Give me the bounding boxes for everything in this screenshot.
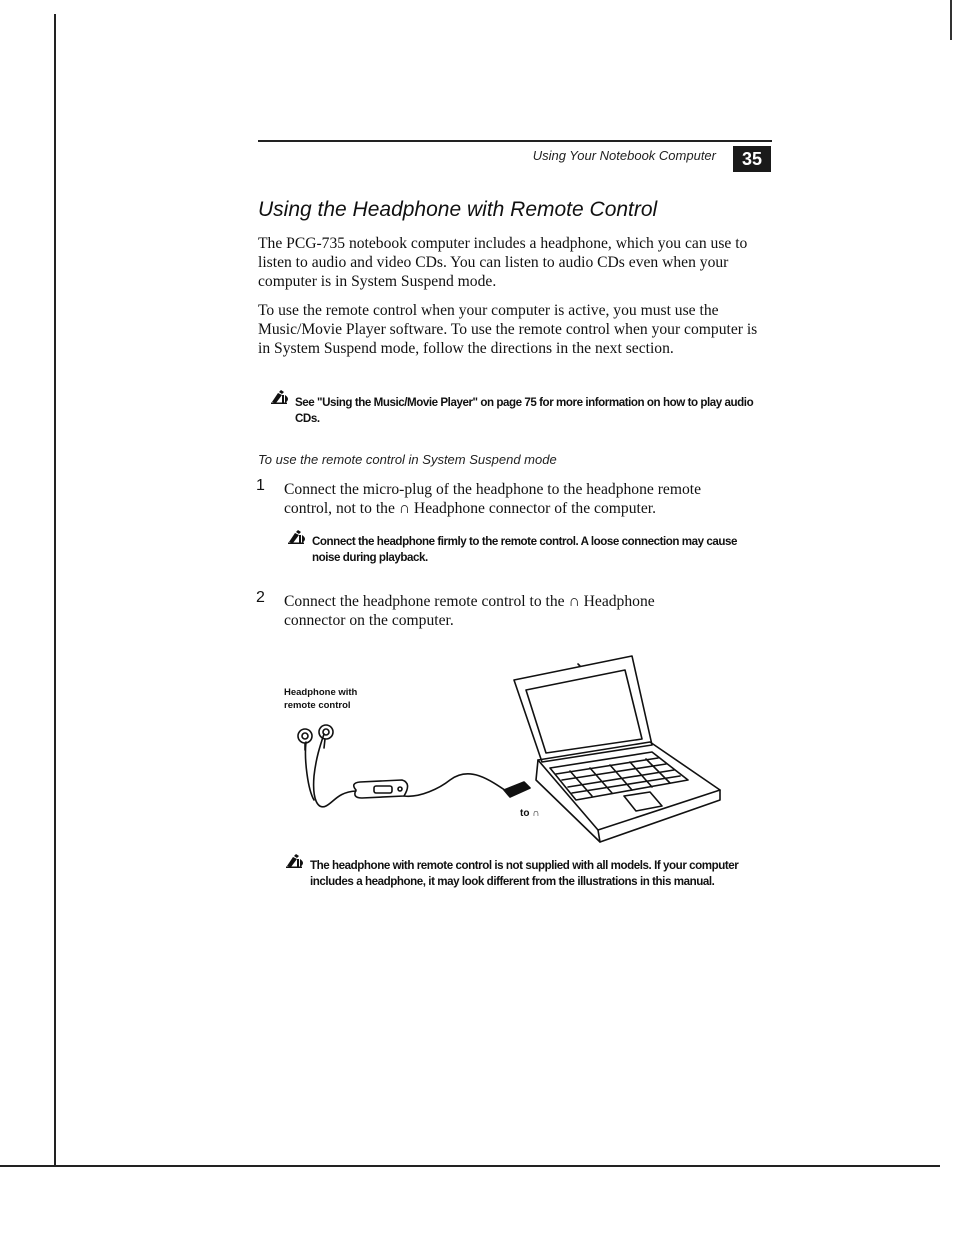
page-number: 35 [733, 146, 771, 172]
running-head: Using Your Notebook Computer [532, 148, 716, 163]
step-2-text [284, 592, 764, 630]
note-music-player [295, 395, 775, 427]
callout-line: remote control [284, 700, 351, 711]
note-line: Connect the headphone firmly to the remote control. A loose connection may cause [312, 535, 738, 548]
step-number: 1 [256, 477, 265, 494]
note-line: See "Using the Music/Movie Player" on page 75 for more information on how to play audio [295, 396, 754, 409]
pencil-note-icon [270, 390, 292, 404]
step-line: control, not to the ∩ Headphone connector of the computer. [284, 500, 656, 517]
headphone-laptop-illustration [280, 650, 730, 845]
left-margin-rule [54, 14, 56, 1166]
note-line: noise during playback. [312, 551, 428, 564]
section-title: Using the Headphone with Remote Control [258, 198, 658, 221]
step-number: 2 [256, 589, 265, 606]
step-1-text [284, 480, 764, 518]
callout-line: Headphone with [284, 687, 358, 698]
header-rule [258, 140, 772, 142]
note-headphone-not-supplied [310, 858, 770, 890]
pencil-note-icon [287, 530, 309, 544]
right-edge-rule [950, 0, 952, 40]
step-line: Connect the micro-plug of the headphone to the headphone remote [284, 481, 701, 498]
connector-label: to ∩ [520, 808, 540, 819]
note-line: CDs. [295, 412, 320, 425]
note-loose-connection [312, 534, 762, 566]
pencil-note-icon [285, 854, 307, 868]
step-line: Connect the headphone remote control to the ∩ Headphone [284, 593, 655, 610]
note-line: includes a headphone, it may look different from the illustrations in this manual. [310, 875, 715, 888]
remote-control-paragraph: To use the remote control when your computer is active, you must use the Music/Movie Player software. To use the remote control when your computer is in System Suspend mode, follow the directions in the next section. [258, 302, 758, 357]
intro-paragraph: The PCG-735 notebook computer includes a headphone, which you can use to listen to audio and video CDs. You can listen to audio CDs even when your computer is in System Suspend mode. [258, 235, 748, 290]
step-line: connector on the computer. [284, 612, 454, 629]
procedure-title: To use the remote control in System Suspend mode [258, 452, 557, 467]
bottom-rule [0, 1165, 940, 1167]
note-line: The headphone with remote control is not supplied with all models. If your computer [310, 859, 739, 872]
